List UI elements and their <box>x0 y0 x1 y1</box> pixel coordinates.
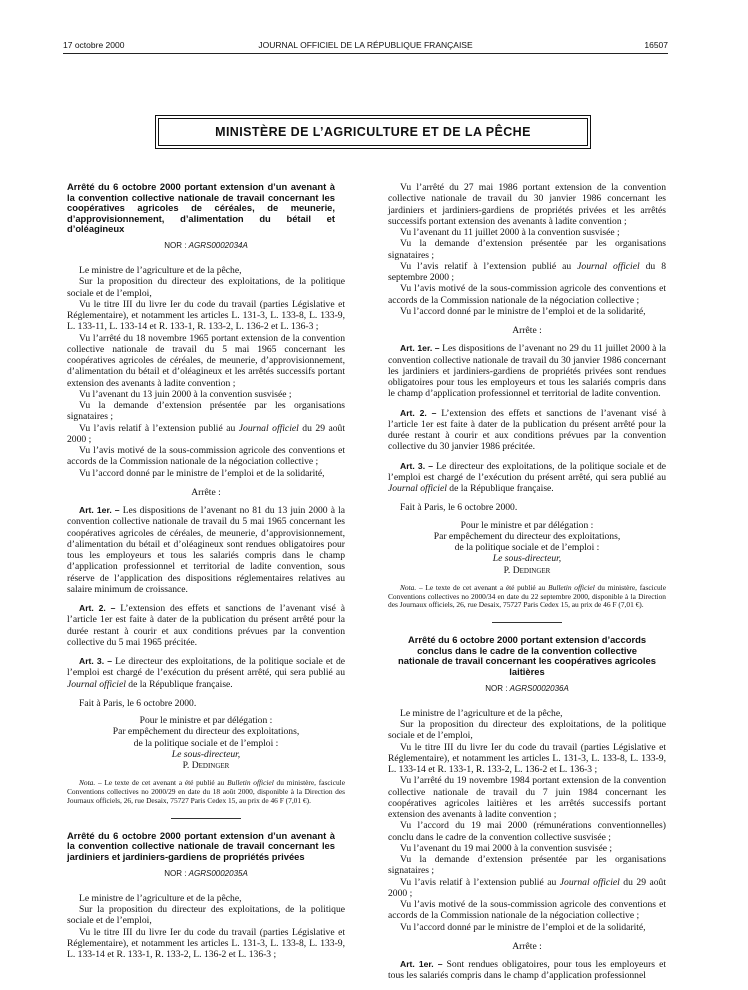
paragraph: Vu l’accord donné par le ministre de l’emploi et de la solidarité, <box>400 305 646 317</box>
article-1: Art. 1er. – Les dispositions de l’avenant no 81 du 13 juin 2000 à la convention collective nationale de travail du 5 mai 1965 concernant les coopératives agricoles de céréales, de meunerie, d’approvisionnement, d’alimentation du bétail et d’oléagineux sont rendues obligatoires pour tous les employeurs et tous les salariés compris dans le champ d’application professionnel et territorial de ladite convention, sous réserve de l’application des dispositions réglementaires relatives au salaire minimum de croissance. <box>67 505 345 595</box>
paragraph: Sur la proposition du directeur des exploitations, de la politique sociale et de l’emploi, <box>67 904 345 927</box>
paragraph: Vu le titre III du livre Ier du code du travail (parties Législative et Réglementaire), et notamment les articles L. 131-3, L. 133-8, L. 133-9, L. 133-14 et R. 133-1, R. 133-2, L. 136-2 et L. 136-3 ; <box>388 741 666 776</box>
decree-2-nor: NOR : AGRS0002035A <box>164 868 248 878</box>
paragraph: Vu l’avis motivé de la sous-commission agricole des conventions et accords de la Commission nationale de la négociation collective ; <box>67 445 345 468</box>
decree-3-nor: NOR : AGRS0002036A <box>485 683 569 693</box>
paragraph: Vu le titre III du livre Ier du code du travail (parties Législative et Réglementaire), et notamment les articles L. 131-3, L. 133-8, L. 133-9, L. 133-14 et R. 133-1, R. 133-2, L. 136-2 et L. 136-3 ; <box>67 926 345 961</box>
paragraph: Vu l’avis relatif à l’extension publié au Journal officiel du 8 septembre 2000 ; <box>388 260 666 283</box>
paragraph: Sur la proposition du directeur des exploitations, de la politique sociale et de l’emploi, <box>67 276 345 299</box>
paragraph: Vu l’arrêté du 18 novembre 1965 portant extension de la convention collective nationale de travail du 5 mai 1965 concernant les coopératives agricoles de céréales, de meunerie, d’approvisionnement, d’alimentation du bétail et d’oléagineux et les arrêtés successifs portant extension des avenants à ladite convention ; <box>67 332 345 389</box>
decree-1-title: Arrêté du 6 octobre 2000 portant extension d’un avenant à la convention collective nationale de travail concernant les coopératives agricoles de céréales, de meunerie, d’approvisionnement, d’alimentation du bétail et d’oléagineux <box>67 181 335 235</box>
paragraph: Vu l’avenant du 19 mai 2000 à la convention susvisée ; <box>400 842 613 854</box>
paragraph: Vu l’accord du 19 mai 2000 (rémunérations conventionnelles) conclu dans le cadre de la convention collective susvisée ; <box>388 820 666 843</box>
article-1: Art. 1er. – Sont rendues obligatoires, pour tous les employeurs et tous les salariés compris dans le champ d’application professionnel <box>388 959 667 982</box>
header-page-number: 16507 <box>644 40 668 50</box>
ministry-heading <box>158 118 588 146</box>
paragraph: Vu l’accord donné par le ministre de l’emploi et de la solidarité, <box>79 467 325 479</box>
publication-note: Nota. – Le texte de cet avenant a été publié au Bulletin officiel du ministère, fascicule Conventions collectives no 2000/34 en date du 22 septembre 2000, disponible à la Direction des Journaux officiels, 26, rue Desaix, 75727 Paris Cedex 15, au prix de 46 F (7,01 €). <box>388 582 666 610</box>
paragraph: Vu l’avis motivé de la sous-commission agricole des conventions et accords de la Commission nationale de la négociation collective ; <box>388 283 666 306</box>
paragraph: Le ministre de l’agriculture et de la pêche, <box>400 707 563 719</box>
section-divider <box>492 622 562 623</box>
signature-block: Pour le ministre et par délégation : Par empêchement du directeur des exploitations, de la politique sociale et de l’emploi : Le sous-directeur, P. Dedinger <box>112 715 300 772</box>
article-2: Art. 2. – L’extension des effets et sanctions de l’avenant visé à l’article 1er est faite à dater de la publication du présent arrêté pour la durée restant à courir et aux conditions prévues par la convention collective du 5 mai 1965 précitée. <box>67 603 345 648</box>
decree-1-nor: NOR : AGRS0002034A <box>164 240 248 250</box>
paragraph: Vu l’avenant du 11 juillet 2000 à la convention susvisée ; <box>400 227 620 238</box>
paragraph: Vu la demande d’extension présentée par les organisations signataires ; <box>67 400 345 423</box>
paragraph: Vu l’arrêté du 27 mai 1986 portant extension de la convention collective nationale de travail du 30 janvier 1986 concernant les jardiniers et jardiniers-gardiens de propriétés privées et les arrêtés successifs portant extension des avenants à ladite convention ; <box>388 182 666 227</box>
paragraph: Vu l’arrêté du 19 novembre 1984 portant extension de la convention collective nationale de travail du 7 juin 1984 concernant les coopératives agricoles laitières et les arrêtés successifs portant extension des avenants à ladite convention ; <box>388 775 666 821</box>
right-column <box>388 182 666 982</box>
paragraph: Le ministre de l’agriculture et de la pêche, <box>79 892 242 904</box>
article-3: Art. 3. – Le directeur des exploitations, de la politique sociale et de l’emploi est chargé de l’exécution du présent arrêté, qui sera publié au Journal officiel de la République française. <box>67 656 345 690</box>
publication-note: Nota. – Le texte de cet avenant a été publié au Bulletin officiel du ministère, fascicule Conventions collectives no 2000/29 en date du 18 août 2000, disponible à la Direction des Journaux officiels, 26, rue Desaix, 75727 Paris Cedex 15, au prix de 46 F (7,01 €). <box>67 778 345 806</box>
section-divider <box>171 818 241 819</box>
paragraph: Vu la demande d’extension présentée par les organisations signataires ; <box>388 854 666 877</box>
arrete-heading: Arrête : <box>512 325 542 336</box>
running-header <box>63 40 668 54</box>
paragraph: Vu l’avis relatif à l’extension publié au Journal officiel du 29 août 2000 ; <box>388 876 667 899</box>
paragraph: Vu l’accord donné par le ministre de l’emploi et de la solidarité, <box>400 921 646 933</box>
paragraph: Vu l’avis relatif à l’extension publié au Journal officiel du 29 août 2000 ; <box>67 422 346 445</box>
header-rule <box>63 53 668 54</box>
paragraph: Vu l’avenant du 13 juin 2000 à la convention susvisée ; <box>79 388 292 400</box>
ministry-title: MINISTÈRE DE L’AGRICULTURE ET DE LA PÊCHE <box>215 125 531 139</box>
signature-block: Pour le ministre et par délégation : Par empêchement du directeur des exploitations, de la politique sociale et de l’emploi : Le sous-directeur, P. Dedinger <box>433 519 621 576</box>
header-journal-title: JOURNAL OFFICIEL DE LA RÉPUBLIQUE FRANÇAISE <box>258 40 473 50</box>
paragraph: Vu la demande d’extension présentée par les organisations signataires ; <box>388 238 666 261</box>
decree-3-title: Arrêté du 6 octobre 2000 portant extension d’accords conclus dans le cadre de la convention collective nationale de travail concernant les coopératives agricoles laitières <box>398 634 656 677</box>
left-column <box>67 182 345 960</box>
signature-date: Fait à Paris, le 6 octobre 2000. <box>400 502 518 514</box>
arrete-heading: Arrête : <box>512 940 542 952</box>
article-1: Art. 1er. – Les dispositions de l’avenant no 29 du 11 juillet 2000 à la convention collective nationale de travail du 30 janvier 1986 concernant les jardiniers et jardiniers-gardiens de propriétés privées sont rendues obligatoires pour tous les employeurs et tous les salariés compris dans le champ d’application professionnel et territorial de ladite convention. <box>388 343 666 400</box>
article-3: Art. 3. – Le directeur des exploitations, de la politique sociale et de l’emploi est chargé de l’exécution du présent arrêté, qui sera publié au Journal officiel de la République française. <box>388 460 666 494</box>
signature-date: Fait à Paris, le 6 octobre 2000. <box>79 697 197 709</box>
arrete-heading: Arrête : <box>191 486 221 498</box>
decree-2-title: Arrêté du 6 octobre 2000 portant extension d’un avenant à la convention collective nationale de travail concernant les jardiniers et jardiniers-gardiens de propriétés privées <box>67 829 335 863</box>
paragraph: Vu l’avis motivé de la sous-commission agricole des conventions et accords de la Commission nationale de la négociation collective ; <box>388 899 666 922</box>
article-2: Art. 2. – L’extension des effets et sanctions de l’avenant visé à l’article 1er est faite à dater de la publication du présent arrêté pour la durée restant à courir et aux conditions prévues par la convention collective du 30 janvier 1986 précitée. <box>388 407 666 453</box>
paragraph: Vu le titre III du livre Ier du code du travail (parties Législative et Réglementaire), et notamment les articles L. 131-3, L. 133-8, L. 133-9, L. 133-11, L. 133-14 et R. 133-1, R. 133-2, L. 136-2 et L. 136-3 ; <box>67 298 345 333</box>
paragraph: Le ministre de l’agriculture et de la pêche, <box>79 265 242 277</box>
header-date: 17 octobre 2000 <box>63 40 125 50</box>
paragraph: Sur la proposition du directeur des exploitations, de la politique sociale et de l’emploi, <box>388 719 666 742</box>
